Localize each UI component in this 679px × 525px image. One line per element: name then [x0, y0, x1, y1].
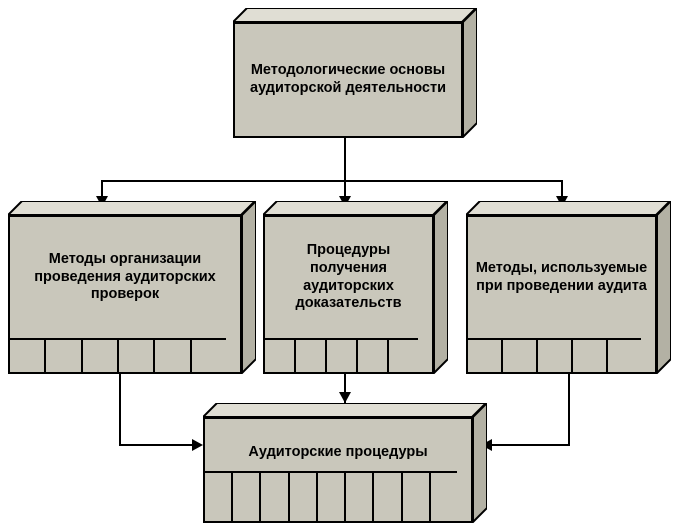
node-root[interactable]	[233, 8, 477, 138]
connector-b1-right	[119, 444, 197, 446]
node-branch-3[interactable]	[466, 201, 671, 374]
node-branch-2[interactable]	[263, 201, 448, 374]
connector-b3-down	[568, 374, 570, 446]
node-result-label: Аудиторские процедуры	[248, 444, 428, 461]
node-branch-2-ticks	[265, 338, 418, 372]
node-root-label: Методологические основы аудиторской деятельности	[250, 62, 446, 96]
node-branch-3-face	[466, 215, 657, 374]
node-branch-2-label: Процедуры получения аудиторских доказательств	[295, 242, 402, 312]
node-branch-1-label: Методы организации проведения аудиторских проверок	[34, 250, 216, 303]
arrowhead-result-top	[339, 392, 351, 403]
connector-b1-down	[119, 374, 121, 446]
node-result[interactable]	[203, 403, 487, 523]
node-branch-3-label: Методы, используемые при проведении аудита	[475, 259, 648, 294]
node-root-face	[233, 22, 463, 138]
node-branch-3-ticks	[468, 338, 641, 372]
node-branch-1[interactable]	[8, 201, 256, 374]
node-result-face	[203, 417, 473, 523]
connector-root-stem	[344, 138, 346, 180]
node-branch-1-face	[8, 215, 242, 374]
node-result-ticks	[205, 471, 457, 521]
connector-b3-left	[492, 444, 570, 446]
node-branch-1-ticks	[10, 338, 226, 372]
arrowhead-result-left	[192, 439, 203, 451]
node-branch-2-face	[263, 215, 434, 374]
connector-bus	[101, 180, 563, 182]
